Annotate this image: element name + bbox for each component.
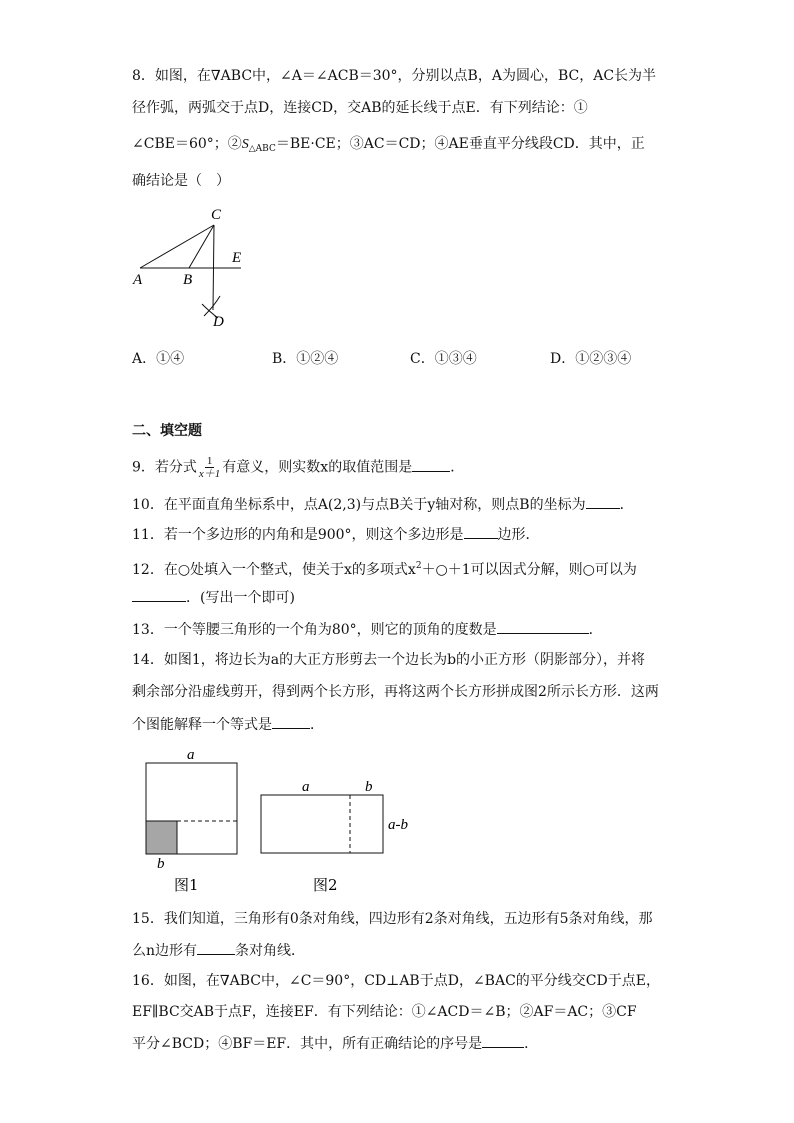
- q8-option-b[interactable]: B．①②④: [272, 351, 339, 367]
- q16-line-3: [132, 1033, 538, 1054]
- q13: [132, 619, 603, 640]
- q8-line-ac: [140, 225, 214, 268]
- q8-label-e: E: [232, 250, 242, 266]
- q8-figure: [128, 200, 258, 335]
- q8-area-symbol: S: [241, 137, 249, 152]
- fig2-caption: 图2: [313, 876, 338, 894]
- q15-line-1: 15．我们知道，三角形有0条对角线，四边形有2条对角线，五边形有5条对角线，那: [132, 911, 653, 927]
- q14-answer-blank[interactable]: [272, 714, 310, 729]
- fig2-label-a: a: [302, 779, 310, 795]
- q8-line-4: 确结论是（ ）: [132, 173, 230, 189]
- q12-line-2: [132, 587, 295, 608]
- q13-end: ．: [588, 622, 603, 638]
- q11-pre: 11．若一个多边形的内角和是900°，则这个多边形是: [132, 527, 464, 543]
- q16-line-3-text: 平分∠BCD；④BF＝EF．其中，所有正确结论的序号是: [132, 1036, 483, 1052]
- q14-line-3-end: ．: [310, 717, 324, 733]
- q10-answer-blank[interactable]: [586, 494, 620, 509]
- q10: [132, 494, 634, 515]
- q8-line-bc: [189, 225, 214, 268]
- q9-post: 有意义，则实数x的取值范围是: [222, 459, 413, 476]
- q10-end: ．: [619, 497, 634, 513]
- q13-pre: 13．一个等腰三角形的一个角为80°，则它的顶角的度数是: [132, 622, 497, 638]
- q9-denominator: x＋1: [198, 468, 221, 480]
- section-heading: 二、填空题: [132, 423, 202, 439]
- q8-option-c[interactable]: C．①③④: [410, 351, 477, 367]
- q11-answer-blank[interactable]: [464, 524, 498, 539]
- q14-figures: [140, 742, 430, 894]
- q8-option-a[interactable]: A．①④: [132, 351, 185, 367]
- q8-line-cd: [213, 225, 214, 310]
- q12-exponent: 2: [415, 561, 422, 571]
- q9-fraction: [199, 455, 220, 480]
- q12-answer-blank[interactable]: [132, 587, 186, 602]
- q8-label-c: C: [211, 207, 222, 223]
- q8-label-b: B: [183, 272, 193, 288]
- fig1-caption: 图1: [174, 876, 199, 894]
- q14-line-2: 剩余部分沿虚线剪开，得到两个长方形，再将这两个长方形拼成图2所示长方形．这两: [132, 684, 659, 700]
- q11-post: 边形．: [497, 527, 540, 543]
- q11: [132, 524, 540, 545]
- q9-numerator: 1: [206, 455, 213, 467]
- q9-pre: 9．若分式: [132, 459, 197, 476]
- q15-answer-blank[interactable]: [197, 940, 235, 955]
- q9: [132, 455, 464, 480]
- q16-answer-blank[interactable]: [482, 1033, 524, 1048]
- q14-line-3: [132, 714, 324, 735]
- q12-mid: ＋○＋1可以因式分解，则○可以为: [421, 562, 637, 578]
- q8-line-3a: ∠CBE＝60°；②: [132, 136, 242, 152]
- q12-pre: 12．在○处填入一个整式，使关于x的多项式x: [132, 562, 416, 578]
- q8-line-3b: ＝BE·CE；③AC＝CD；④AE垂直平分线段CD．其中，正: [275, 136, 645, 152]
- fig2-rectangle: [261, 795, 383, 853]
- q8-line-3: [132, 134, 645, 159]
- q12-line-1: [132, 556, 637, 580]
- fig1-label-b: b: [157, 856, 165, 872]
- q8-line-1: 8．如图，在∇ABC中，∠A＝∠ACB＝30°，分别以点B，A为圆心，BC，AC长为半: [132, 68, 657, 84]
- fig2-label-b: b: [365, 779, 373, 795]
- q9-answer-blank[interactable]: [412, 457, 450, 472]
- q16-line-2: EF∥BC交AB于点F，连接EF．有下列结论：①∠ACD＝∠B；②AF＝AC；③CF: [132, 1004, 637, 1020]
- fig1-shaded-small-square: [146, 821, 177, 854]
- q15-line-2-pre: 么n边形有: [132, 943, 198, 959]
- q12-line-2-end: ．(写出一个即可): [186, 590, 295, 606]
- q14-line-1: 14．如图1，将边长为a的大正方形剪去一个边长为b的小正方形（阴影部分），并将: [132, 652, 646, 668]
- q10-pre: 10．在平面直角坐标系中，点A(2,3)与点B关于y轴对称，则点B的坐标为: [132, 497, 586, 513]
- q8-area-subscript: △ABC: [248, 144, 276, 154]
- q15-line-2: [132, 940, 305, 961]
- q8-label-d: D: [213, 314, 224, 330]
- q8-label-a: A: [133, 272, 143, 288]
- fig2-label-a-minus-b: a-b: [388, 817, 408, 833]
- q14-line-3-text: 个图能解释一个等式是: [132, 717, 272, 733]
- q8-option-d[interactable]: D．①②③④: [550, 351, 632, 367]
- q16-line-1: 16．如图，在∇ABC中，∠C＝90°，CD⊥AB于点D，∠BAC的平分线交CD于点E，: [132, 973, 660, 989]
- q8-line-2: 径作弧，两弧交于点D，连接CD，交AB的延长线于点E．有下列结论：①: [132, 100, 588, 116]
- fig1-label-a: a: [187, 747, 195, 763]
- q15-line-2-post: 条对角线．: [235, 943, 306, 959]
- q13-answer-blank[interactable]: [497, 619, 589, 634]
- q16-line-3-end: ．: [524, 1036, 539, 1052]
- q9-end: ．: [450, 459, 465, 476]
